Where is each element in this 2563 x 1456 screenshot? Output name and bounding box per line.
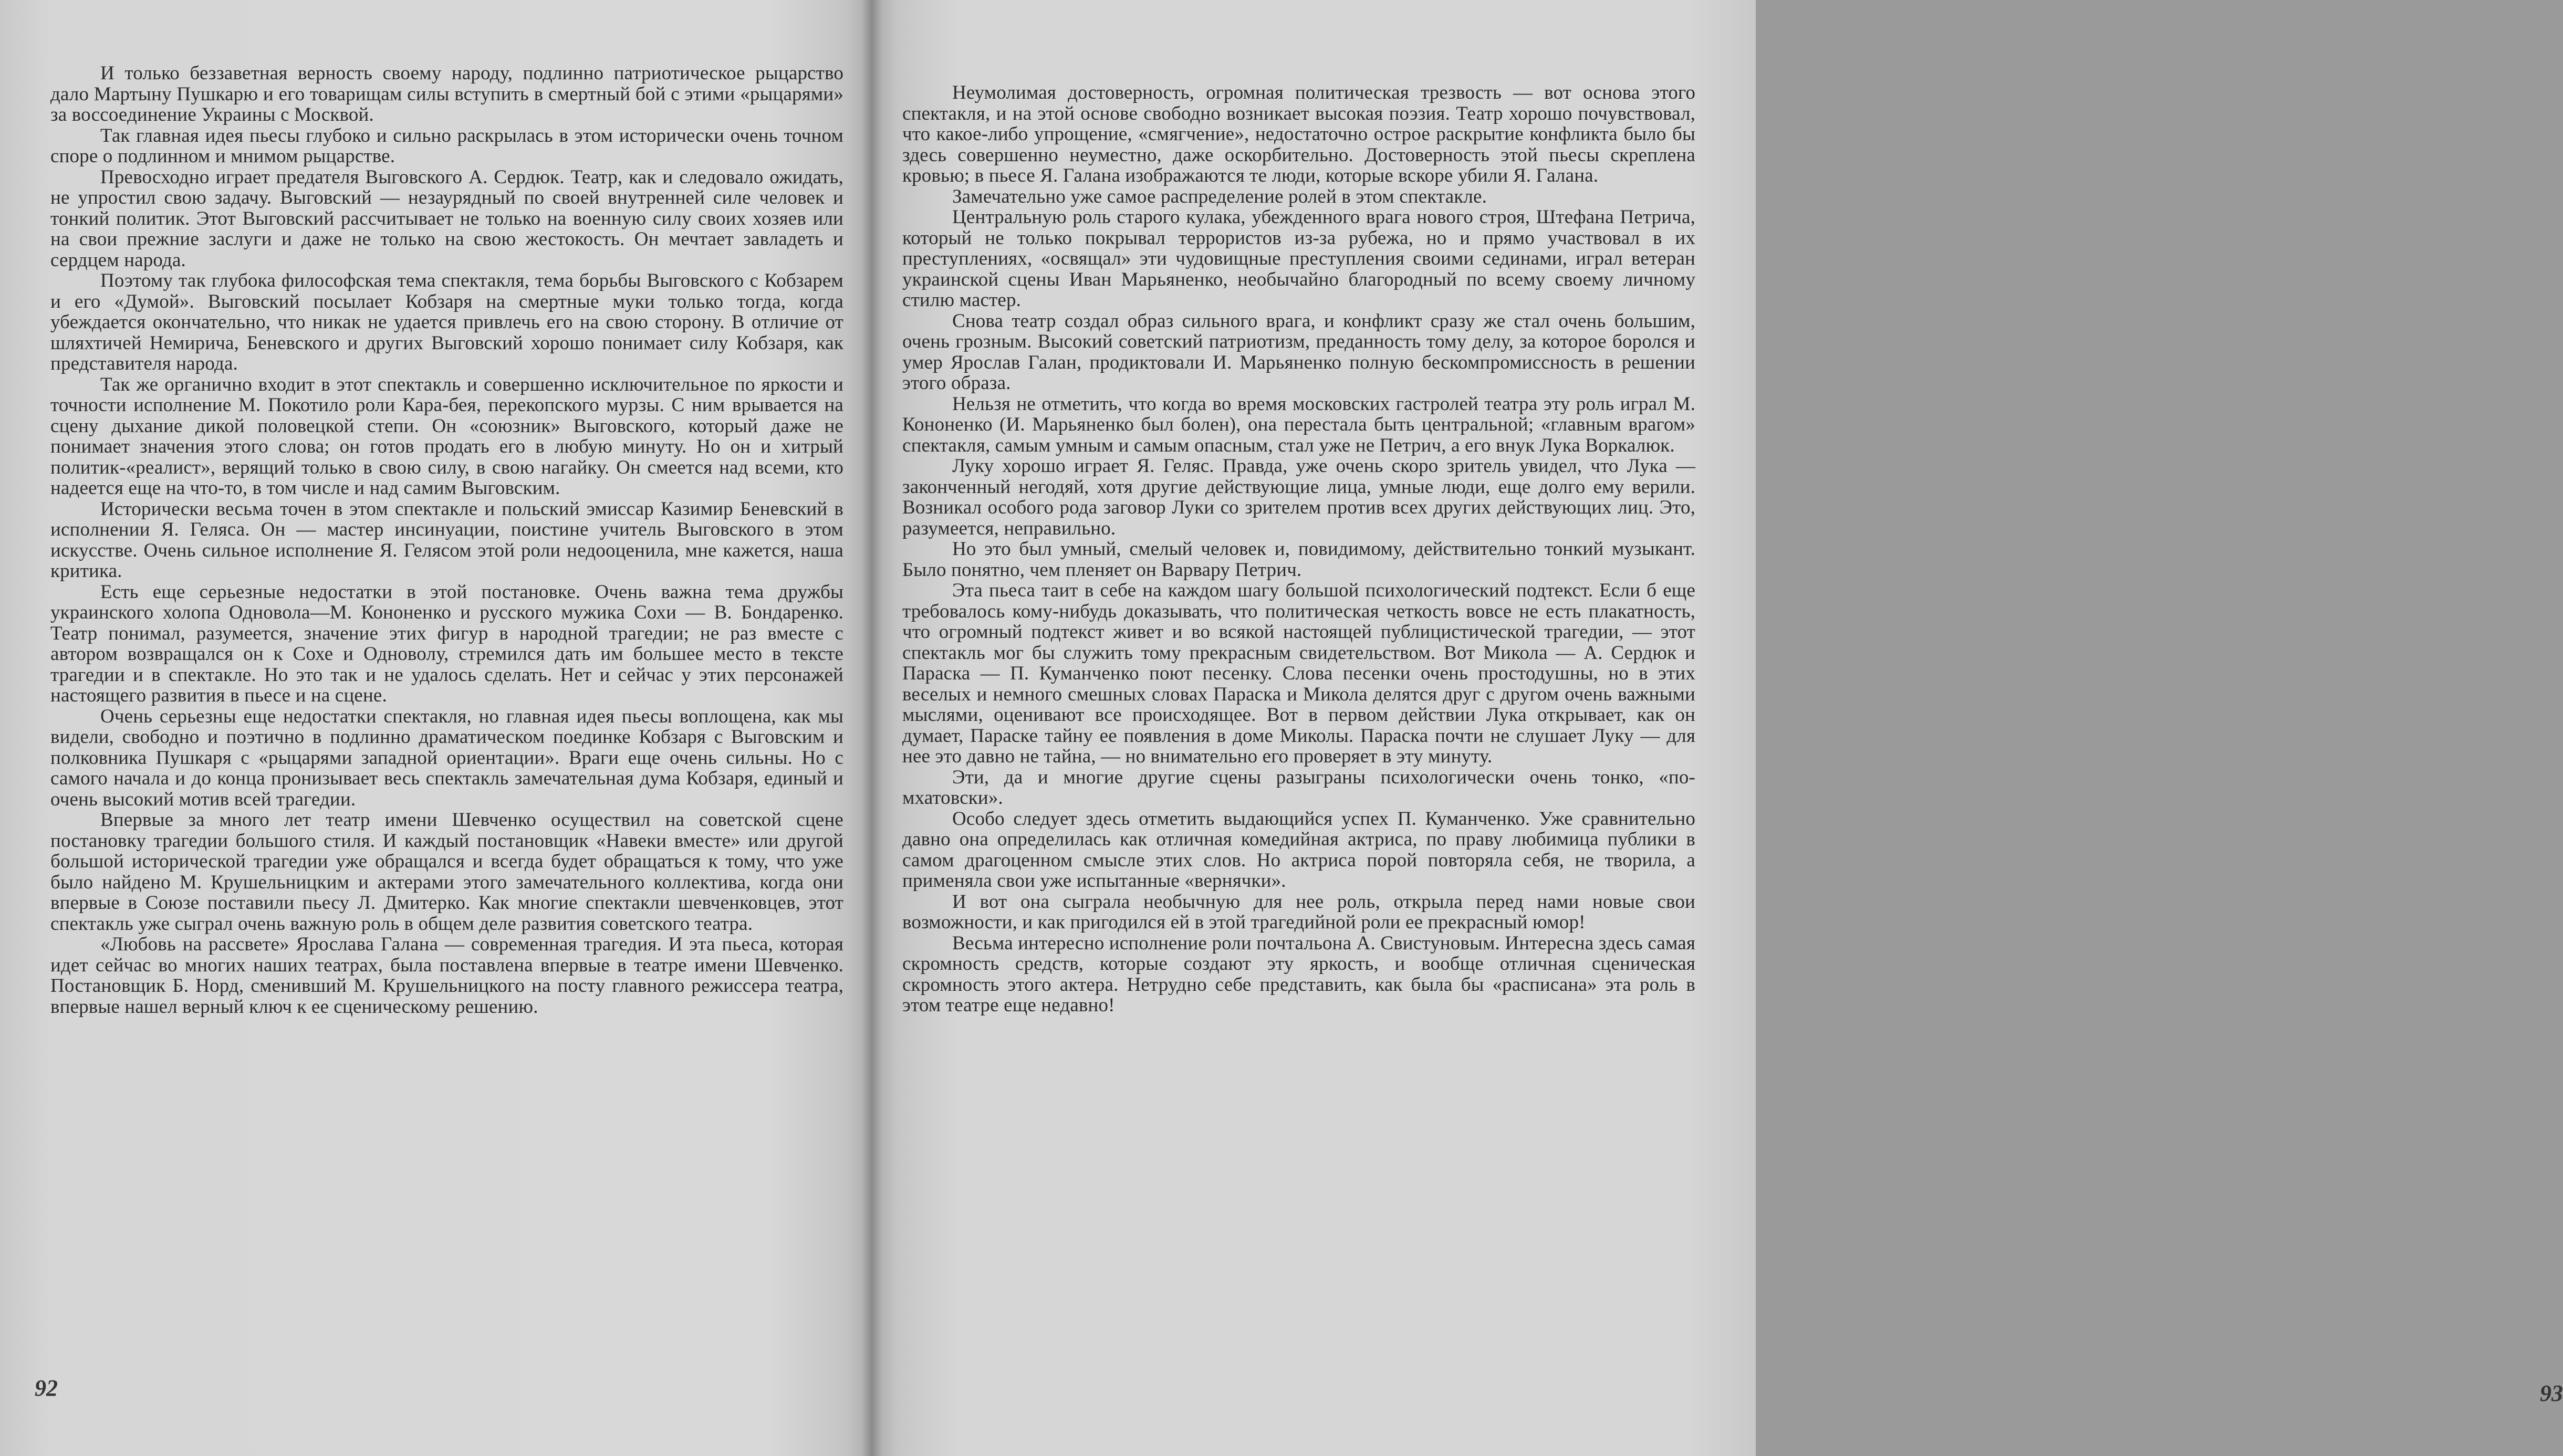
left-page xyxy=(0,0,872,1456)
right-page-text xyxy=(902,82,1695,1016)
paragraph: Снова театр создал образ сильного врага, и конфликт сразу же стал очень большим, очень грозным. Высокий советский патриотизм, преданность тому делу, за которое боролся и умер Ярослав Галан, продиктовали И. Марьяненко полную бескомпромиссность в решении этого образа. xyxy=(902,310,1695,394)
paragraph: Центральную роль старого кулака, убежденного врага нового строя, Штефана Петрича, который не только покрывал террористов из-за рубежа, но и прямо участвовал в их преступлениях, «освящал» эти чудовищные преступления своими сединами, играл ветеран украинской сцены Иван Марьяненко, необычайно благородный по всему своему личному стилю мастер. xyxy=(902,206,1695,311)
paragraph: Поэтому так глубока философская тема спектакля, тема борьбы Выговского с Кобзарем и его «Думой». Выговский посылает Кобзаря на смертные муки только тогда, когда убеждается окончательно, что никак не удается привлечь его на свою сторону. В отличие от шляхтичей Немирича, Беневского и других Выговский хорошо понимает силу Кобзаря, как представителя народа. xyxy=(50,270,843,374)
left-page-text xyxy=(50,63,843,1017)
paragraph: Превосходно играет предателя Выговского А. Сердюк. Театр, как и следовало ожидать, не упростил свою задачу. Выговский — незаурядный по своей внутренней силе человек и тонкий политик. Этот Выговский рассчитывает не только на военную силу своих хозяев или на свои прежние заслуги и даже не только на свою жестокость. Он мечтает завладеть и сердцем народа. xyxy=(50,166,843,271)
paragraph: Весьма интересно исполнение роли почтальона А. Свистуновым. Интересна здесь самая скромность средств, которые создают эту яркость, и вообще отличная сценическая скромность этого актера. Нетрудно себе представить, как была бы «расписана» эта роль в этом театре еще недавно! xyxy=(902,932,1695,1016)
paragraph: Но это был умный, смелый человек и, повидимому, действительно тонкий музыкант. Было понятно, чем пленяет он Варвару Петрич. xyxy=(902,538,1695,581)
paragraph: Особо следует здесь отметить выдающийся успех П. Куманченко. Уже сравнительно давно она определилась как отличная комедийная актриса, по праву любимица публики в самом драгоценном смысле этих слов. Но актриса порой повторяла себя, не творила, а применяла свои уже испытанные «вернячки». xyxy=(902,808,1695,892)
paragraph: Нельзя не отметить, что когда во время московских гастролей театра эту роль играл М. Кононенко (И. Марьяненко был болен), она перестала быть центральной; «главным врагом» спектакля, самым умным и самым опасным, стал уже не Петрич, а его внук Лука Воркалюк. xyxy=(902,393,1695,456)
paragraph: Так главная идея пьесы глубоко и сильно раскрылась в этом исторически очень точном споре о подлинном и мнимом рыцарстве. xyxy=(50,124,843,167)
page-number-left: 92 xyxy=(35,1375,58,1401)
paragraph: И вот она сыграла необычную для нее роль, открыла перед нами новые свои возможности, и как пригодился ей в этой трагедийной роли ее прекрасный юмор! xyxy=(902,891,1695,933)
paragraph: Так же органично входит в этот спектакль и совершенно исключительное по яркости и точности исполнение М. Покотило роли Кара-бея, перекопского мурзы. С ним врывается на сцену дыхание дикой половецкой степи. Он «союзник» Выговского, который даже не понимает значения этого слова; он готов продать его в любую минуту. Но он и хитрый политик-«реалист», верящий только в свою силу, в свою нагайку. Он смеется над всеми, кто надеется еще на что-то, в том числе и над самим Выговским. xyxy=(50,373,843,499)
paragraph: Эта пьеса таит в себе на каждом шагу большой психологический подтекст. Если б еще требовалось кому-нибудь доказывать, что политическая четкость вовсе не есть плакатность, что огромный подтекст живет и во всякой настоящей публицистической трагедии, — этот спектакль мог бы служить тому прекрасным свидетельством. Вот Микола — А. Сердюк и Параска — П. Куманченко поют песенку. Слова песенки очень простодушны, но в этих веселых и немного смешных словах Параска и Микола делятся друг с другом очень важными мыслями, оценивают все происходящее. Вот в первом действии Лука открывает, как он думает, Параске тайну ее появления в доме Миколы. Параска почти не слушает Луку — для нее это давно не тайна, — но внимательно его проверяет в эту минуту. xyxy=(902,580,1695,767)
book-gutter xyxy=(861,0,882,1456)
paragraph: Есть еще серьезные недостатки в этой постановке. Очень важна тема дружбы украинского холопа Одновола—М. Кононенко и русского мужика Сохи — В. Бондаренко. Театр понимал, разумеется, значение этих фигур в народной трагедии; не раз вместе с автором возвращался он к Сохе и Одноволу, стремился дать им большее место в тексте трагедии и в спектакле. Но это так и не удалось сделать. Нет и сейчас у этих персонажей настоящего развития в пьесе и на сцене. xyxy=(50,581,843,706)
paragraph: И только беззаветная верность своему народу, подлинно патриотическое рыцарство дало Мартыну Пушкарю и его товарищам силы вступить в смертный бой с этими «рыцарями» за воссоединение Украины с Москвой. xyxy=(50,62,843,125)
page-number-right: 93 xyxy=(2540,1380,2563,1406)
paragraph: «Любовь на рассвете» Ярослава Галана — современная трагедия. И эта пьеса, которая идет сейчас во многих наших театрах, была поставлена впервые в театре имени Шевченко. Постановщик Б. Норд, сменивший М. Крушельницкого на посту главного режиссера театра, впервые нашел верный ключ к ее сценическому решению. xyxy=(50,934,843,1018)
paragraph: Исторически весьма точен в этом спектакле и польский эмиссар Казимир Беневский в исполнении Я. Геляса. Он — мастер инсинуации, поистине учитель Выговского в этом искусстве. Очень сильное исполнение Я. Гелясом этой роли недооценила, мне кажется, наша критика. xyxy=(50,498,843,582)
paragraph: Очень серьезны еще недостатки спектакля, но главная идея пьесы воплощена, как мы видели, свободно и поэтично в подлинно драматическом поединке Кобзаря с Выговским и полковника Пушкаря с «рыцарями западной ориентации». Враги еще очень сильны. Но с самого начала и до конца пронизывает весь спектакль замечательная дума Кобзаря, единый и очень высокий мотив всей трагедии. xyxy=(50,705,843,810)
paragraph: Замечательно уже самое распределение ролей в этом спектакле. xyxy=(952,185,1487,207)
paragraph: Эти, да и многие другие сцены разыграны психологически очень тонко, «по-мхатовски». xyxy=(902,766,1695,809)
paragraph: Впервые за много лет театр имени Шевченко осуществил на советской сцене постановку трагедии большого стиля. И каждый постановщик «Навеки вместе» или другой большой исторической трагедии уже обращался и всегда будет обращаться к тому, что уже было найдено М. Крушельницким и актерами этого замечательного коллектива, когда они впервые в Союзе поставили пьесу Л. Дмитерко. Как многие спектакли шевченковцев, этот спектакль уже сыграл очень важную роль в общем деле развития советского театра. xyxy=(50,809,843,935)
paragraph: Луку хорошо играет Я. Геляс. Правда, уже очень скоро зритель увидел, что Лука — законченный негодяй, хотя другие действующие лица, умные люди, еще долго ему верили. Возникал особого рода заговор Луки со зрителем против всех других действующих лиц. Это, разумеется, неправильно. xyxy=(902,455,1695,539)
paragraph: Неумолимая достоверность, огромная политическая трезвость — вот основа этого спектакля, и на этой основе свободно возникает высокая поэзия. Театр хорошо почувствовал, что какое-либо упрощение, «смягчение», недостаточно острое раскрытие конфликта было бы здесь совершенно неуместно, даже оскорбительно. Достоверность этой пьесы скреплена кровью; в пьесе Я. Галана изображаются те люди, которые вскоре убили Я. Галана. xyxy=(902,82,1695,186)
